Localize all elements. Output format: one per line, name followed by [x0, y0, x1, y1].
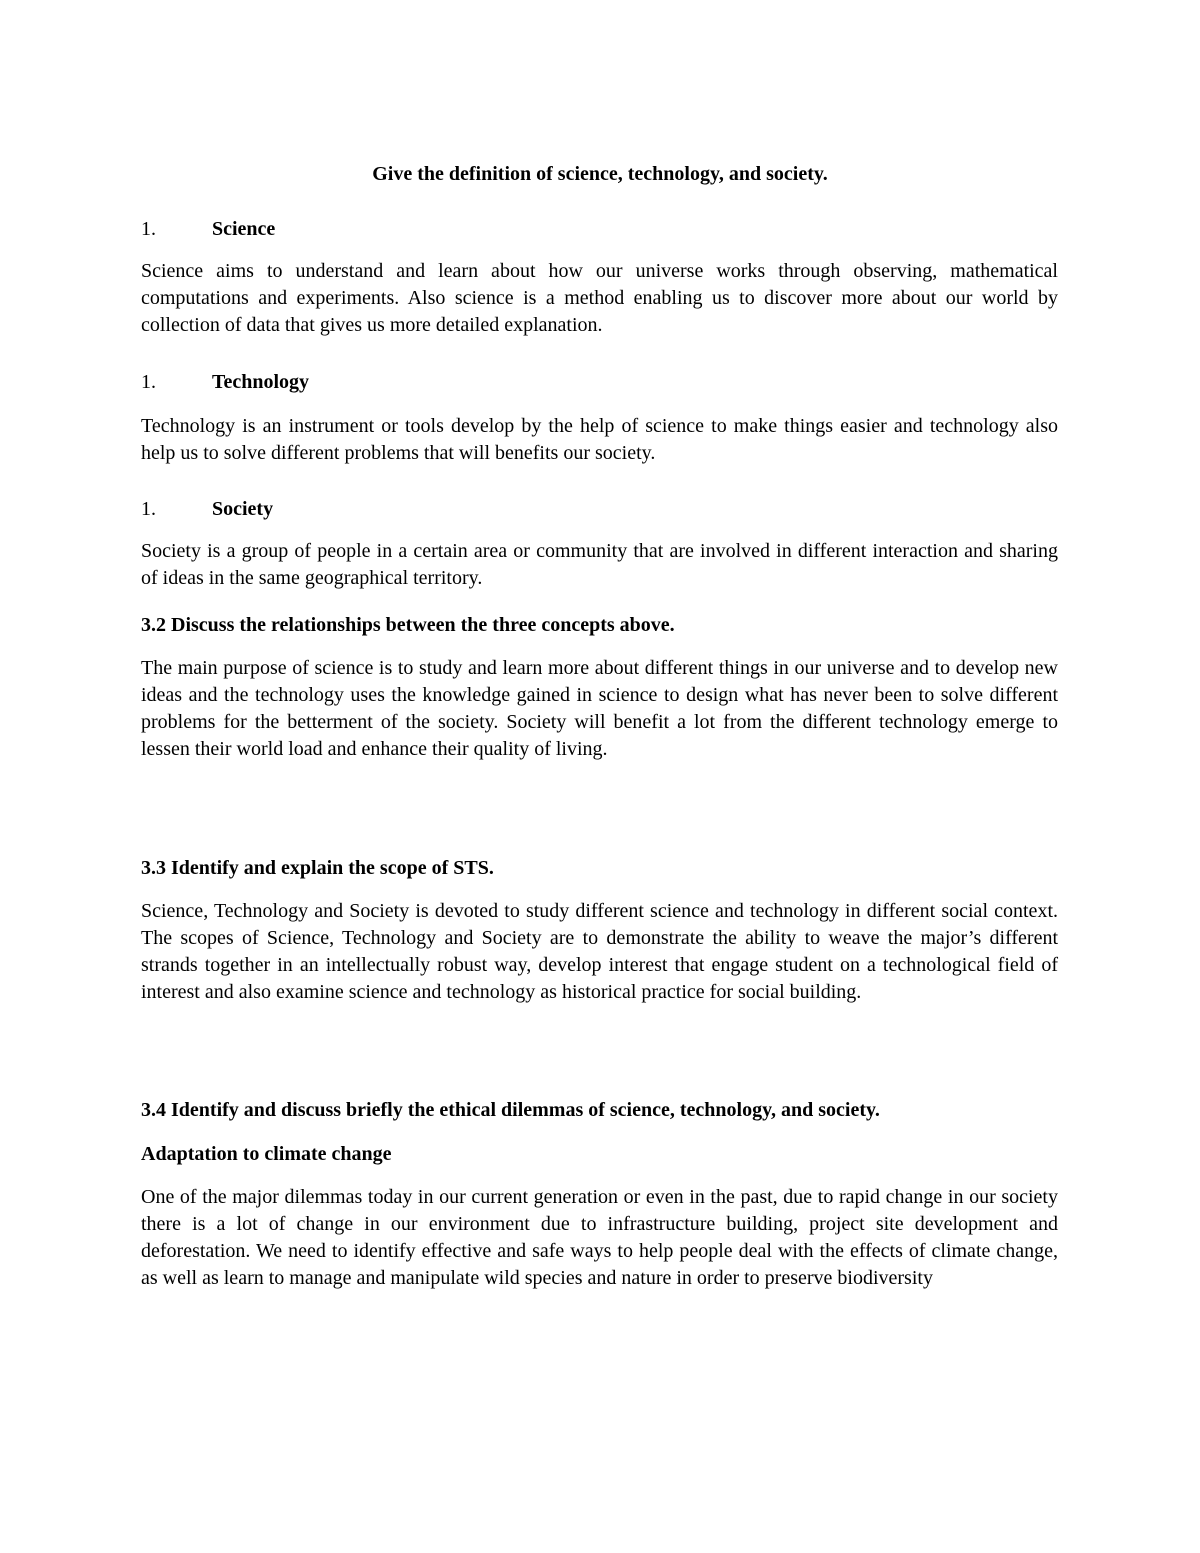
science-paragraph: Science aims to understand and learn about how our universe works through observing, mathematical computations and experiments. Also science is a method enabling us to discover more about our world by collection of data that gives us more detailed explanation. [141, 260, 1058, 336]
society-paragraph: Society is a group of people in a certain area or community that are involved in different interaction and sharing of ideas in the same geographical territory. [141, 540, 1058, 589]
section-3-2-paragraph: The main purpose of science is to study and learn more about different things in our universe and to develop new ideas and the technology uses the knowledge gained in science to design what has never been to solve different problems for the betterment of the society. Society will benefit a lot from the different technology emerge to lessen their world load and enhance their quality of living. [141, 657, 1058, 760]
science-heading [141, 215, 275, 243]
list-number: 1. [141, 371, 156, 393]
science-label: Science [212, 218, 276, 240]
document-title: Give the definition of science, technology, and society. [372, 163, 828, 185]
section-3-4-heading: 3.4 Identify and discuss briefly the ethical dilemmas of science, technology, and society. [141, 1099, 880, 1121]
section-3-3-heading: 3.3 Identify and explain the scope of STS. [141, 857, 494, 879]
section-3-4-paragraph: One of the major dilemmas today in our current generation or even in the past, due to rapid change in our society there is a lot of change in our environment due to infrastructure building, project site development and deforestation. We need to identify effective and safe ways to help people deal with the effects of climate change, as well as learn to manage and manipulate wild species and nature in order to preserve biodiversity [141, 1186, 1058, 1289]
technology-label: Technology [212, 371, 310, 393]
section-3-2-heading: 3.2 Discuss the relationships between the three concepts above. [141, 614, 675, 636]
society-label: Society [212, 498, 274, 520]
technology-heading [141, 368, 309, 396]
list-number: 1. [141, 218, 156, 240]
list-number: 1. [141, 498, 156, 520]
society-heading [141, 495, 273, 523]
section-3-4-subheading: Adaptation to climate change [141, 1143, 392, 1165]
technology-paragraph: Technology is an instrument or tools develop by the help of science to make things easier and technology also help us to solve different problems that will benefits our society. [141, 415, 1058, 464]
section-3-3-paragraph: Science, Technology and Society is devoted to study different science and technology in different social context. The scopes of Science, Technology and Society are to demonstrate the ability to weave the major’s different strands together in an intellectually robust way, develop interest that engage student on a technological field of interest and also examine science and technology as historical practice for social building. [141, 900, 1058, 1003]
